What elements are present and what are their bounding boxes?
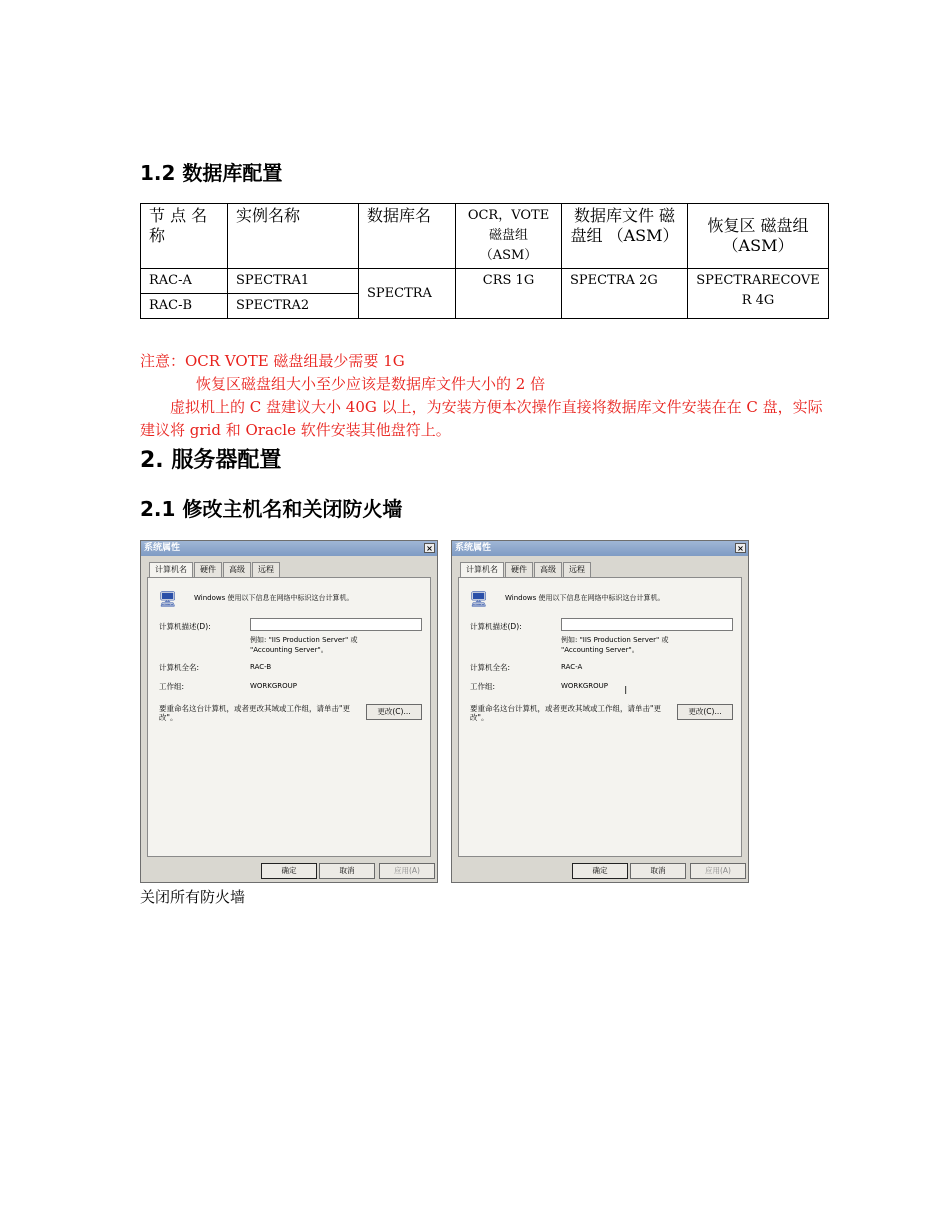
computer-description-label: 计算机描述(D):: [159, 622, 211, 631]
dialog-titlebar: [452, 541, 748, 556]
dialog-tabs: [460, 562, 592, 577]
system-properties-dialog-right: [451, 540, 749, 883]
panel-description: Windows 使用以下信息在网络中标识这台计算机。: [194, 594, 354, 602]
workgroup-value: WORKGROUP: [250, 682, 298, 690]
cell-recovery: SPECTRARECOVER 4G: [688, 269, 829, 319]
change-button[interactable]: 更改(C)...: [677, 704, 733, 720]
th-dbname: 数据库名: [359, 204, 456, 269]
tab-remote[interactable]: 远程: [252, 562, 280, 577]
full-name-label: 计算机全名:: [159, 663, 200, 672]
full-name-value: RAC-B: [250, 663, 272, 671]
section-title-1-2: 1.2 数据库配置: [140, 161, 283, 185]
change-button[interactable]: 更改(C)...: [366, 704, 422, 720]
system-properties-dialog-left: [140, 540, 438, 883]
cell-ocr: CRS 1G: [456, 269, 562, 319]
note-line: 注意：OCR VOTE 磁盘组最少需要 1G: [140, 352, 405, 370]
table-header-row: [141, 204, 829, 269]
dialog-tabs: [149, 562, 281, 577]
workgroup-label: 工作组:: [470, 682, 496, 691]
th-instance: 实例名称: [228, 204, 359, 269]
notes-block: [140, 350, 830, 442]
computer-description-label: 计算机描述(D):: [470, 622, 522, 631]
cancel-button[interactable]: 取消: [319, 863, 375, 879]
tab-computer-name[interactable]: 计算机名: [149, 562, 193, 577]
apply-button[interactable]: 应用(A): [690, 863, 746, 879]
rename-note: 要重命名这台计算机，或者更改其域或工作组，请单击"更改"。: [470, 704, 661, 722]
text-cursor-icon: I: [624, 684, 628, 697]
apply-button[interactable]: 应用(A): [379, 863, 435, 879]
example-text-2: "Accounting Server"。: [250, 646, 328, 654]
dialog-titlebar: [141, 541, 437, 556]
section-title-2: 2. 服务器配置: [140, 448, 282, 473]
example-text: 例如: "IIS Production Server" 或: [561, 636, 669, 644]
cell-instance: SPECTRA1: [228, 269, 359, 294]
cell-node: RAC-B: [141, 294, 228, 319]
panel-description: Windows 使用以下信息在网络中标识这台计算机。: [505, 594, 665, 602]
section-title-2-1: 2.1 修改主机名和关闭防火墙: [140, 497, 403, 521]
ok-button[interactable]: 确定: [261, 863, 317, 879]
db-config-table: [140, 203, 829, 319]
tab-panel: [458, 577, 742, 857]
close-icon[interactable]: ×: [424, 543, 435, 553]
caption-close-firewall: 关闭所有防火墙: [140, 888, 246, 906]
cell-dbname: SPECTRA: [359, 269, 456, 319]
note-line: 恢复区磁盘组大小至少应该是数据库文件大小的 2 倍: [196, 375, 546, 393]
rename-note: 要重命名这台计算机，或者更改其域或工作组，请单击"更改"。: [159, 704, 350, 722]
tab-hardware[interactable]: 硬件: [505, 562, 533, 577]
dialog-title: 系统属性: [455, 543, 492, 553]
full-name-label: 计算机全名:: [470, 663, 511, 672]
workgroup-value: WORKGROUP: [561, 682, 609, 690]
full-name-value: RAC-A: [561, 663, 583, 671]
tab-hardware[interactable]: 硬件: [194, 562, 222, 577]
ok-button[interactable]: 确定: [572, 863, 628, 879]
cell-node: RAC-A: [141, 269, 228, 294]
computer-description-input[interactable]: [250, 618, 422, 631]
example-text-2: "Accounting Server"。: [561, 646, 639, 654]
tab-advanced[interactable]: 高级: [223, 562, 251, 577]
example-text: 例如: "IIS Production Server" 或: [250, 636, 358, 644]
computer-description-input[interactable]: [561, 618, 733, 631]
dialog-title: 系统属性: [144, 543, 181, 553]
note-line: 虚拟机上的 C 盘建议大小 40G 以上，为安装方便本次操作直接将数据库文件安装在在 C 盘，实际建议将 grid 和 Oracle 软件安装其他盘符上。: [140, 398, 823, 439]
tab-computer-name[interactable]: 计算机名: [460, 562, 504, 577]
tab-remote[interactable]: 远程: [563, 562, 591, 577]
th-recovery: 恢复区 磁盘组（ASM）: [688, 204, 829, 269]
tab-panel: [147, 577, 431, 857]
computer-icon: 🖥: [158, 590, 178, 608]
computer-icon: 🖥: [469, 590, 489, 608]
th-datafile: 数据库文件 磁盘组 （ASM）: [562, 204, 688, 269]
table-row: [141, 269, 829, 294]
cell-datafile: SPECTRA 2G: [562, 269, 688, 319]
tab-advanced[interactable]: 高级: [534, 562, 562, 577]
close-icon[interactable]: ×: [735, 543, 746, 553]
cancel-button[interactable]: 取消: [630, 863, 686, 879]
workgroup-label: 工作组:: [159, 682, 185, 691]
cell-instance: SPECTRA2: [228, 294, 359, 319]
th-ocr: OCR，VOTE 磁盘组 （ASM）: [456, 204, 562, 269]
th-node: 节 点 名 称: [141, 204, 228, 269]
